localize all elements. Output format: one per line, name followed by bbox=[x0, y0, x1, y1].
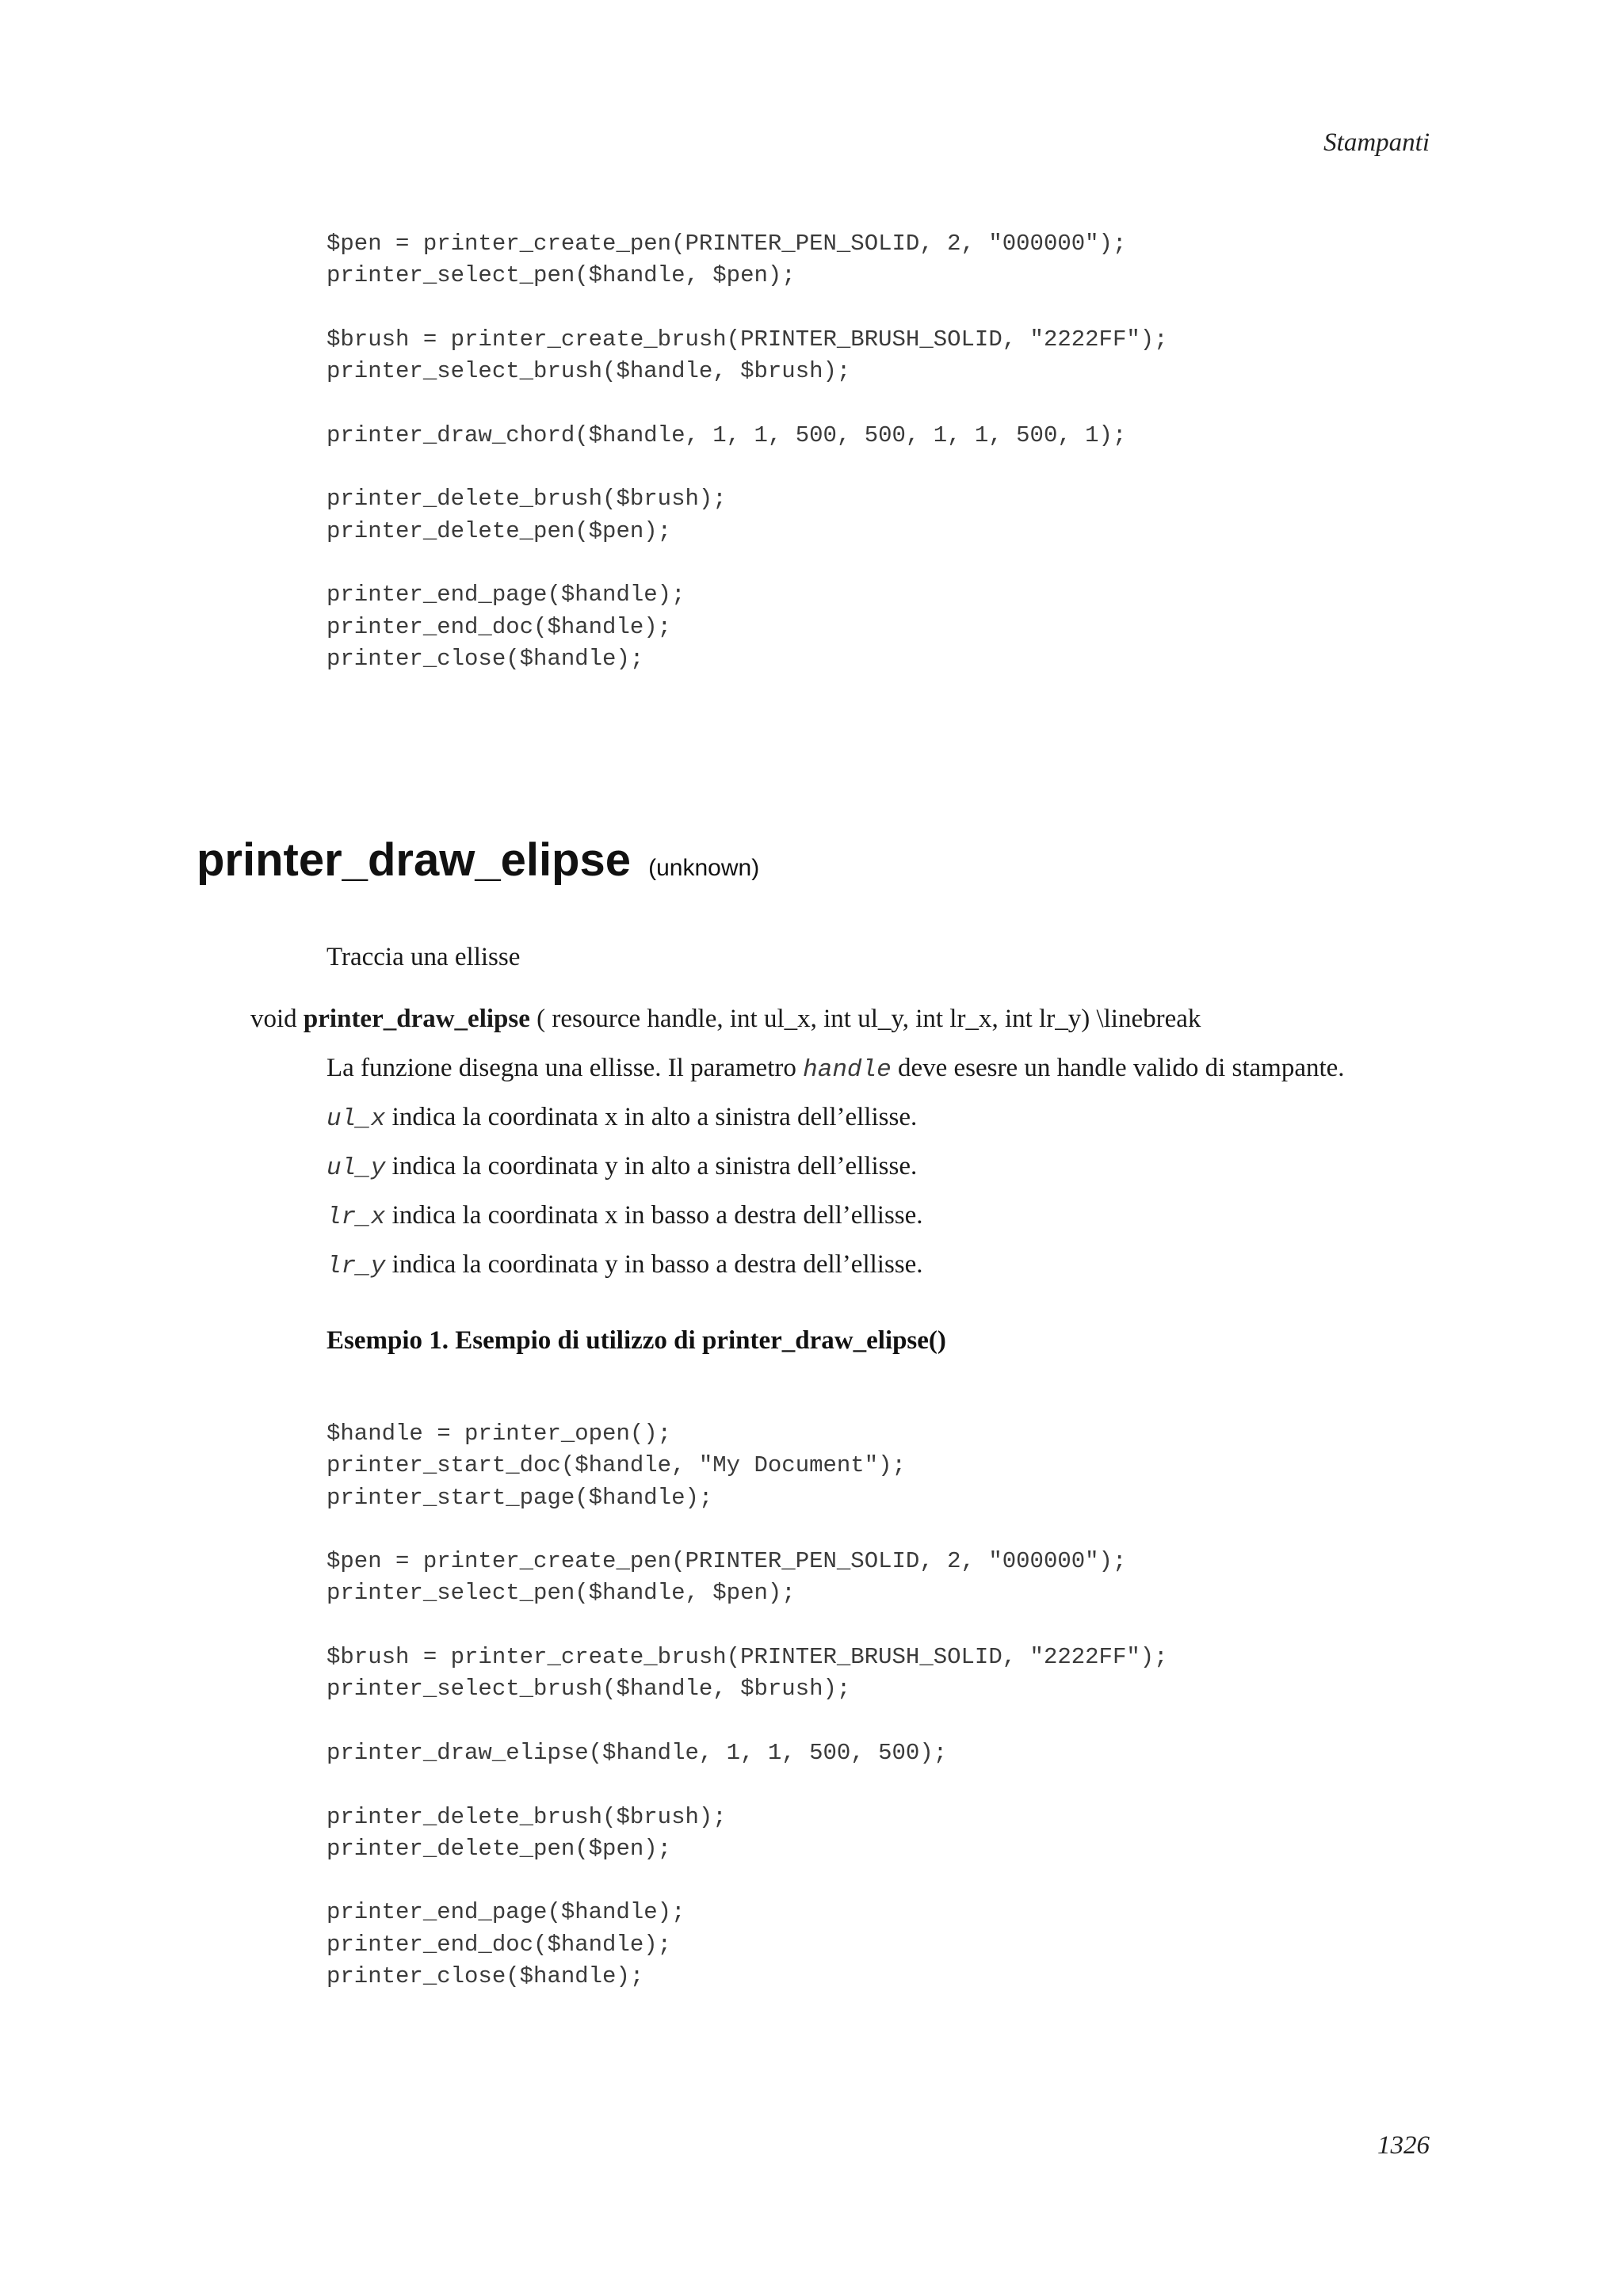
param-name: lr_y bbox=[327, 1253, 386, 1280]
param-name: ul_x bbox=[327, 1105, 386, 1133]
param-name: ul_y bbox=[327, 1154, 386, 1182]
page-number: 1326 bbox=[1377, 2131, 1430, 2160]
function-title: printer_draw_elipse bbox=[197, 834, 631, 886]
section-title bbox=[197, 833, 759, 887]
code-example-continued: $pen = printer_create_pen(PRINTER_PEN_SOLID, 2, "000000"); printer_select_pen($handle, $pen); $brush = printer_create_brush(PRINTER_BRUSH_SOLID, "2222FF"); printer_select_brush($handle, $brush); printer_draw_chord($handle, 1, 1, 500, 500, 1, 1, 500, 1); printer_delete_brush($brush); printer_delete_pen($pen); printer_end_page($handle); printer_end_doc($handle); printer_close($handle); bbox=[327, 231, 1168, 672]
description-paragraph: La funzione disegna una ellisse. Il parametro handle deve esesre un handle valido di stampante. bbox=[327, 1054, 1345, 1084]
param-handle: handle bbox=[803, 1056, 892, 1084]
code-example: $handle = printer_open(); printer_start_doc($handle, "My Document"); printer_start_page($handle); $pen = printer_create_pen(PRINTER_PEN_SOLID, 2, "000000"); printer_select_pen($handle, $pen); $brush = printer_create_brush(PRINTER_BRUSH_SOLID, "2222FF"); printer_select_brush($handle, $brush); printer_draw_elipse($handle, 1, 1, 500, 500); printer_delete_brush($brush); printer_delete_pen($pen); printer_end_page($handle); printer_end_doc($handle); printer_close($handle); bbox=[327, 1421, 1168, 1990]
running-header: Stampanti bbox=[1323, 128, 1430, 157]
return-type: void bbox=[250, 1005, 297, 1033]
param-name: lr_x bbox=[327, 1203, 386, 1231]
param-description-ul-y: ul_y indica la coordinata y in alto a sinistra dell’ellisse. bbox=[327, 1152, 918, 1182]
example-title: Esempio 1. Esempio di utilizzo di printer_draw_elipse() bbox=[327, 1326, 946, 1355]
version-note: (unknown) bbox=[648, 855, 760, 881]
synopsis-params: ( resource handle, int ul_x, int ul_y, int lr_x, int lr_y) \linebreak bbox=[537, 1005, 1201, 1033]
synopsis-function-name: printer_draw_elipse bbox=[303, 1005, 530, 1033]
ref-purpose: Traccia una ellisse bbox=[327, 943, 521, 971]
function-synopsis bbox=[250, 1005, 1201, 1034]
param-description-lr-x: lr_x indica la coordinata x in basso a destra dell’ellisse. bbox=[327, 1201, 923, 1231]
param-description-lr-y: lr_y indica la coordinata y in basso a destra dell’ellisse. bbox=[327, 1250, 923, 1280]
param-description-ul-x: ul_x indica la coordinata x in alto a sinistra dell’ellisse. bbox=[327, 1103, 918, 1133]
